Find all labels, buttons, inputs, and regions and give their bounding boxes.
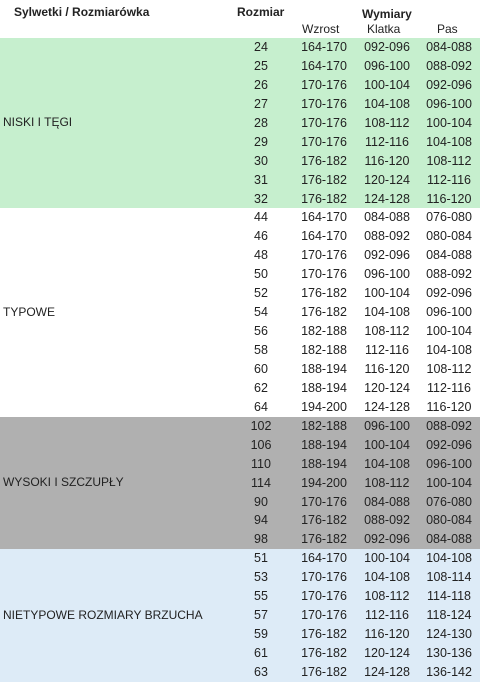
- table-row: [0, 38, 480, 57]
- cell-wzrost: 164-170: [301, 58, 347, 73]
- table-row: [0, 568, 480, 587]
- row-group: [0, 549, 480, 682]
- cell-pas: 088-092: [426, 418, 472, 433]
- cell-pas: 088-092: [426, 267, 472, 282]
- table-row: [0, 360, 480, 379]
- cell-klatka: 100-104: [364, 77, 410, 92]
- cell-rozmiar: 98: [254, 532, 268, 547]
- cell-klatka: 124-128: [364, 191, 410, 206]
- cell-rozmiar: 94: [254, 513, 268, 528]
- header-wzrost: Wzrost: [302, 22, 340, 36]
- cell-klatka: 112-116: [364, 608, 410, 623]
- cell-pas: 092-096: [426, 437, 472, 452]
- cell-wzrost: 176-182: [301, 627, 347, 642]
- cell-wzrost: 170-176: [301, 134, 347, 149]
- cell-rozmiar: 59: [254, 627, 268, 642]
- cell-klatka: 108-112: [364, 589, 410, 604]
- cell-rozmiar: 48: [254, 248, 268, 263]
- header-wymiary: Wymiary: [362, 7, 412, 21]
- row-group: [0, 208, 480, 416]
- cell-klatka: 116-120: [364, 153, 410, 168]
- table-row: [0, 227, 480, 246]
- cell-klatka: 104-108: [364, 456, 410, 471]
- cell-klatka: 084-088: [364, 494, 410, 509]
- cell-pas: 112-116: [426, 380, 472, 395]
- cell-klatka: 104-108: [364, 96, 410, 111]
- cell-pas: 116-120: [426, 191, 472, 206]
- cell-klatka: 108-112: [364, 115, 410, 130]
- table-row: [0, 208, 480, 227]
- cell-wzrost: 164-170: [301, 551, 347, 566]
- cell-klatka: 092-096: [364, 40, 410, 54]
- cell-pas: 108-114: [426, 570, 472, 585]
- cell-klatka: 112-116: [364, 134, 410, 149]
- cell-klatka: 120-124: [364, 380, 410, 395]
- cell-rozmiar: 110: [251, 456, 271, 471]
- cell-rozmiar: 24: [254, 40, 268, 54]
- cell-rozmiar: 58: [254, 343, 268, 358]
- table-row: [0, 549, 480, 568]
- cell-klatka: 088-092: [364, 229, 410, 244]
- cell-pas: 076-080: [426, 494, 472, 509]
- table-row: [0, 379, 480, 398]
- cell-pas: 104-108: [426, 551, 472, 566]
- cell-wzrost: 176-182: [301, 532, 347, 547]
- group-label: TYPOWE: [3, 304, 56, 319]
- table-row: [0, 606, 480, 625]
- cell-klatka: 100-104: [364, 437, 410, 452]
- cell-rozmiar: 54: [254, 305, 268, 320]
- cell-klatka: 120-124: [364, 646, 410, 661]
- table-row: [0, 57, 480, 76]
- table-row: [0, 493, 480, 512]
- cell-pas: 096-100: [426, 96, 472, 111]
- table-row: [0, 114, 480, 133]
- cell-klatka: 124-128: [364, 665, 410, 679]
- cell-klatka: 108-112: [364, 324, 410, 339]
- cell-pas: 092-096: [426, 77, 472, 92]
- cell-rozmiar: 25: [254, 58, 268, 73]
- cell-klatka: 108-112: [364, 475, 410, 490]
- table-row: [0, 663, 480, 682]
- cell-pas: 114-118: [426, 589, 472, 604]
- cell-rozmiar: 102: [250, 418, 272, 433]
- cell-wzrost: 170-176: [301, 267, 347, 282]
- cell-klatka: 096-100: [364, 267, 410, 282]
- cell-wzrost: 170-176: [301, 248, 347, 263]
- header-rozmiar: Rozmiar: [237, 5, 285, 19]
- cell-pas: 100-104: [426, 115, 472, 130]
- cell-wzrost: 170-176: [301, 589, 347, 604]
- table-row: [0, 246, 480, 265]
- table-row: [0, 133, 480, 152]
- cell-wzrost: 170-176: [301, 96, 347, 111]
- cell-wzrost: 188-194: [301, 437, 347, 452]
- cell-pas: 092-096: [426, 286, 472, 301]
- cell-klatka: 112-116: [364, 343, 410, 358]
- cell-rozmiar: 114: [251, 475, 271, 490]
- cell-pas: 108-112: [426, 361, 472, 376]
- cell-pas: 124-130: [426, 627, 472, 642]
- cell-wzrost: 176-182: [301, 172, 347, 187]
- cell-wzrost: 176-182: [301, 305, 347, 320]
- cell-rozmiar: 55: [254, 589, 268, 604]
- cell-wzrost: 170-176: [301, 115, 347, 130]
- group-label: NIETYPOWE ROZMIARY BRZUCHA: [3, 607, 203, 622]
- cell-wzrost: 164-170: [301, 210, 347, 225]
- cell-rozmiar: 30: [254, 153, 268, 168]
- table-row: [0, 303, 480, 322]
- cell-rozmiar: 56: [254, 324, 268, 339]
- table-row: [0, 625, 480, 644]
- cell-klatka: 120-124: [364, 172, 410, 187]
- cell-pas: 088-092: [426, 58, 472, 73]
- header-pas: Pas: [437, 22, 458, 36]
- cell-rozmiar: 90: [254, 494, 268, 509]
- cell-klatka: 100-104: [364, 286, 410, 301]
- cell-wzrost: 188-194: [301, 380, 347, 395]
- cell-wzrost: 170-176: [301, 77, 347, 92]
- cell-wzrost: 176-182: [301, 646, 347, 661]
- cell-klatka: 124-128: [364, 399, 410, 414]
- table-row: [0, 76, 480, 95]
- table-row: [0, 152, 480, 171]
- cell-rozmiar: 44: [254, 210, 268, 225]
- cell-klatka: 084-088: [364, 210, 410, 225]
- table-row: [0, 95, 480, 114]
- cell-wzrost: 194-200: [301, 399, 347, 414]
- cell-pas: 100-104: [426, 324, 472, 339]
- table-row: [0, 284, 480, 303]
- cell-klatka: 116-120: [364, 361, 410, 376]
- table-row: [0, 587, 480, 606]
- cell-rozmiar: 53: [254, 570, 268, 585]
- cell-pas: 136-142: [426, 665, 472, 679]
- cell-wzrost: 164-170: [301, 40, 347, 54]
- cell-wzrost: 194-200: [301, 475, 347, 490]
- cell-rozmiar: 64: [254, 399, 268, 414]
- cell-rozmiar: 51: [254, 551, 268, 566]
- table-row: [0, 530, 480, 549]
- table-row: [0, 171, 480, 190]
- header-sylwetki: Sylwetki / Rozmiarówka: [14, 5, 150, 19]
- table-row: [0, 474, 480, 493]
- cell-rozmiar: 62: [254, 380, 268, 395]
- table-row: [0, 511, 480, 530]
- cell-pas: 096-100: [426, 456, 472, 471]
- cell-rozmiar: 28: [254, 115, 268, 130]
- cell-pas: 096-100: [426, 305, 472, 320]
- cell-wzrost: 176-182: [301, 665, 347, 679]
- cell-pas: 084-088: [426, 40, 472, 54]
- table-row: [0, 398, 480, 417]
- header-klatka: Klatka: [367, 22, 401, 36]
- row-group: [0, 417, 480, 550]
- cell-klatka: 096-100: [364, 418, 410, 433]
- cell-pas: 112-116: [426, 172, 472, 187]
- table-row: [0, 436, 480, 455]
- cell-pas: 084-088: [426, 532, 472, 547]
- cell-klatka: 104-108: [364, 305, 410, 320]
- group-label: NISKI I TĘGI: [3, 115, 73, 130]
- table-row: [0, 455, 480, 474]
- cell-klatka: 092-096: [364, 248, 410, 263]
- cell-klatka: 100-104: [364, 551, 410, 566]
- cell-klatka: 088-092: [364, 513, 410, 528]
- table-row: [0, 417, 480, 436]
- cell-pas: 104-108: [426, 343, 472, 358]
- cell-rozmiar: 60: [254, 361, 268, 376]
- cell-pas: 108-112: [426, 153, 472, 168]
- cell-pas: 076-080: [426, 210, 472, 225]
- cell-wzrost: 170-176: [301, 494, 347, 509]
- cell-klatka: 096-100: [364, 58, 410, 73]
- cell-wzrost: 164-170: [301, 229, 347, 244]
- table-row: [0, 341, 480, 360]
- cell-wzrost: 170-176: [301, 608, 347, 623]
- cell-pas: 104-108: [426, 134, 472, 149]
- cell-pas: 080-084: [426, 513, 472, 528]
- cell-klatka: 116-120: [364, 627, 410, 642]
- cell-pas: 100-104: [426, 475, 472, 490]
- cell-klatka: 104-108: [364, 570, 410, 585]
- cell-rozmiar: 27: [254, 96, 268, 111]
- cell-wzrost: 182-188: [301, 418, 347, 433]
- cell-wzrost: 188-194: [301, 456, 347, 471]
- cell-klatka: 092-096: [364, 532, 410, 547]
- table-row: [0, 190, 480, 209]
- cell-rozmiar: 52: [254, 286, 268, 301]
- cell-rozmiar: 50: [254, 267, 268, 282]
- table-row: [0, 644, 480, 663]
- cell-pas: 116-120: [426, 399, 472, 414]
- table-row: [0, 322, 480, 341]
- cell-wzrost: 182-188: [301, 324, 347, 339]
- cell-wzrost: 176-182: [301, 153, 347, 168]
- cell-rozmiar: 63: [254, 665, 268, 679]
- row-group: [0, 38, 480, 208]
- cell-wzrost: 176-182: [301, 513, 347, 528]
- cell-rozmiar: 29: [254, 134, 268, 149]
- cell-pas: 084-088: [426, 248, 472, 263]
- table-row: [0, 265, 480, 284]
- cell-pas: 118-124: [426, 608, 472, 623]
- cell-wzrost: 188-194: [301, 361, 347, 376]
- cell-wzrost: 182-188: [301, 343, 347, 358]
- cell-pas: 080-084: [426, 229, 472, 244]
- cell-wzrost: 176-182: [301, 286, 347, 301]
- group-label: WYSOKI I SZCZUPŁY: [3, 475, 124, 490]
- cell-pas: 130-136: [426, 646, 472, 661]
- cell-rozmiar: 57: [254, 608, 268, 623]
- cell-rozmiar: 31: [254, 172, 268, 187]
- cell-rozmiar: 106: [250, 437, 272, 452]
- cell-wzrost: 176-182: [301, 191, 347, 206]
- cell-rozmiar: 61: [254, 646, 268, 661]
- cell-rozmiar: 26: [254, 77, 268, 92]
- cell-rozmiar: 46: [254, 229, 268, 244]
- cell-wzrost: 170-176: [301, 570, 347, 585]
- cell-rozmiar: 32: [254, 191, 268, 206]
